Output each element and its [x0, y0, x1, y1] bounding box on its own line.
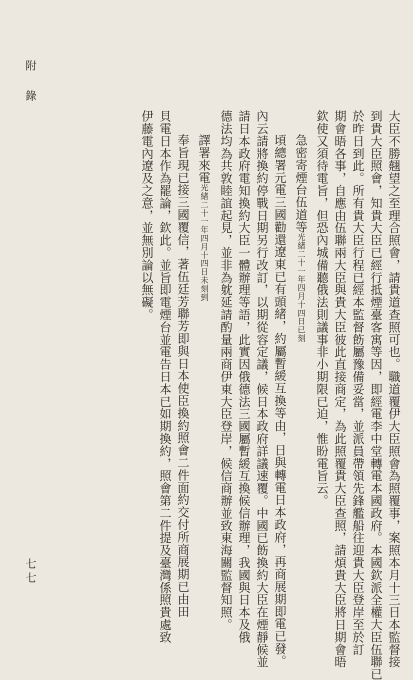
column-text: 於昨日到此。所有貴大臣行程已經本監督飭屬豫備妥當，並派員帶領先鋒艦船往迎貴大臣登岸至於訂	[351, 110, 365, 656]
column-note: 光緒二十一年四月十四日未刻到	[200, 183, 209, 302]
text-column	[254, 110, 269, 668]
column-note: 光緒二十一年四月十四日已刻	[297, 233, 306, 343]
text-column	[218, 110, 233, 631]
text-column	[272, 134, 287, 667]
text-column	[175, 134, 190, 618]
column-text: 奉旨現已接三國覆信，著伍廷芳聯芳即與日本使臣換約照會二件面約交付所商展期已由田	[176, 134, 190, 618]
text-column	[332, 110, 347, 668]
column-text: 期會晤各事，自應由伍聯兩大臣與貴大臣彼此直接商定，為此照覆貴大臣查照，請煩貴大臣將日期會晤	[333, 110, 347, 668]
text-column	[157, 110, 172, 643]
appendix-label: 附 錄	[24, 60, 37, 104]
column-text: 欽使又須待電旨，但恐內城備聽俄法則議事非小期限已迫，惟盼電旨云。	[315, 110, 329, 507]
text-column	[350, 110, 365, 656]
column-text: 內云請將換約停戰日期另行改訂，以期從容定議，候日本政府詳議速覆。中國已飭換約大臣在煙靜候並	[255, 110, 269, 668]
column-text: 譯署來電	[197, 134, 211, 184]
column-text: 到貴大臣照會，知貴大臣已經行抵煙臺客寓等因，即經電李中堂轉電本國政府。本國欽派全權大臣伍聯已	[369, 110, 383, 680]
column-text: 伊藤電內遼及之意，並無別論以無礙。	[140, 110, 154, 321]
column-text: 貝電日本作為罷論，欽此。並旨即電煙台並電告日本已如期換約，照會第二件提及臺灣係照貴處致	[158, 110, 172, 644]
text-column	[386, 110, 401, 668]
text-column	[368, 110, 383, 680]
column-text: 德法均為共敦睦誼起見，並非為躭延請酌量兩商伊東大臣登岸，候信商辦並致東海關監督知照。	[219, 110, 233, 631]
text-column	[196, 134, 212, 301]
text-column	[293, 134, 309, 342]
text-column	[314, 110, 329, 507]
column-text: 請日本政府電知換約大臣一體辦理等語，此實因俄德法三國屬暫緩互換候信辦理，我國與日本及俄	[237, 110, 251, 644]
text-column	[139, 110, 154, 321]
column-text: 頃總署元電三國勸還遼東已有頭緒，約屬暫緩互換等由，日與轉電日本政府，再商展期即電已發。	[273, 134, 287, 668]
column-text: 大臣不勝翹望之至理合照會，請貴道查照可也。職道覆伊大臣照會為照覆事，案照本月十三日本監督接	[387, 110, 401, 668]
column-text: 急密寄煙台伍道等	[294, 134, 308, 234]
text-column	[236, 110, 251, 643]
page-number: 七七	[24, 558, 37, 586]
